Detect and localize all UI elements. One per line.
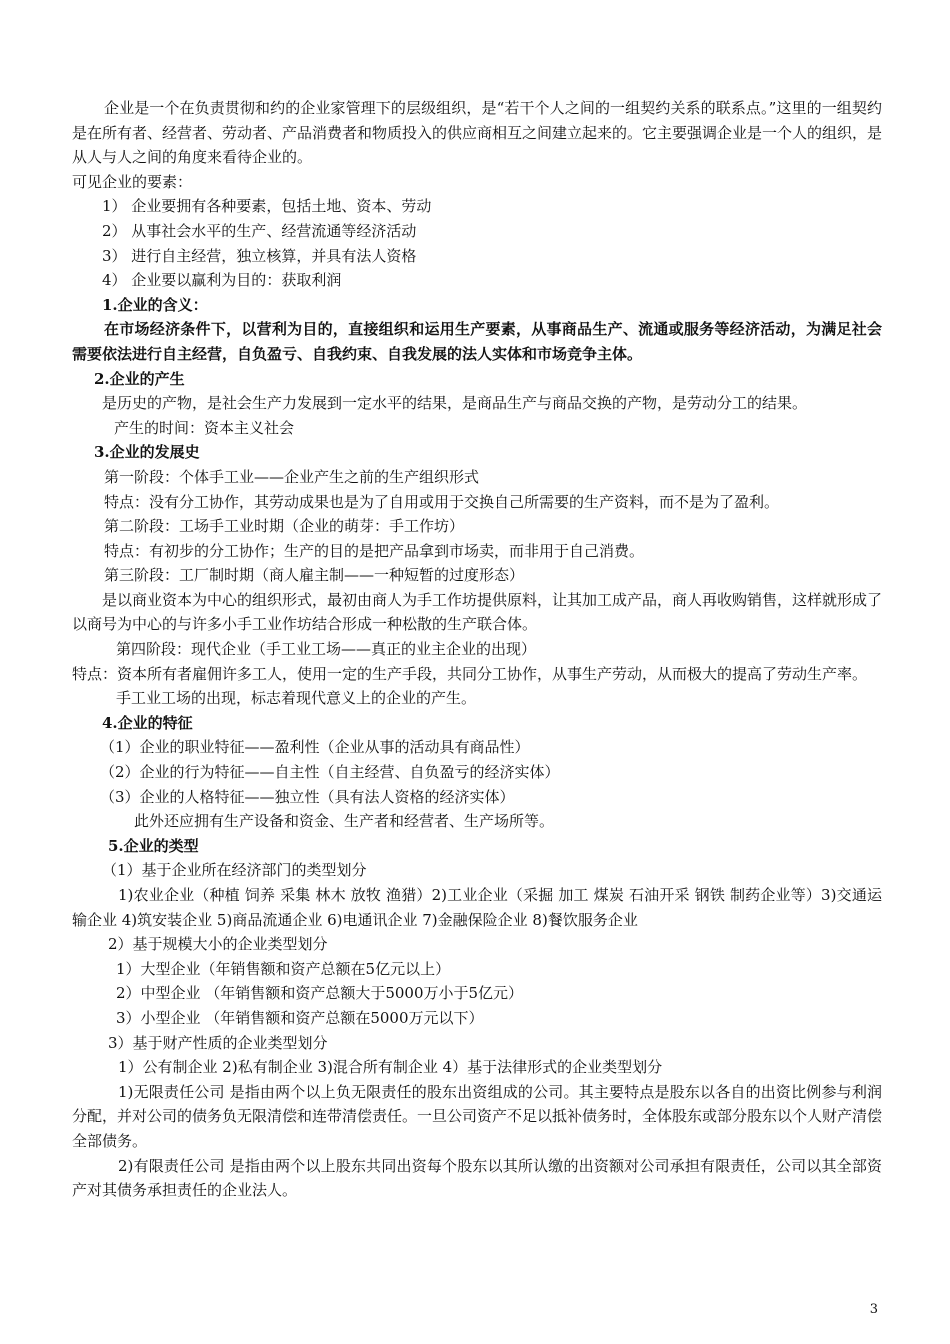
paragraph: 第二阶段：工场手工业时期（企业的萌芽：手工作坊） [104, 517, 465, 536]
paragraph: 特点：有初步的分工协作；生产的目的是把产品拿到市场卖，而非用于自己消费。 [104, 541, 645, 560]
paragraph: 1)农业企业（种植 饲养 采集 林木 放牧 渔猎）2)工业企业（采掘 加工 煤炭 石油开采 钢铁 制药企业等）3)交通运输企业 4)筑安装企业 5)商品流通企业 6)电通讯企业 7)金融保险企业 8)餐饮服务企业 [72, 886, 882, 929]
paragraph: 特点：没有分工协作，其劳动成果也是为了自用或用于交换自己所需要的生产资料，而不是为了盈利。 [104, 492, 780, 511]
paragraph: 2）基于规模大小的企业类型划分 [108, 935, 328, 954]
paragraph: 2）中型企业 （年销售额和资产总额大于5000万小于5亿元） [116, 984, 524, 1003]
page-number: 3 [869, 1302, 878, 1317]
paragraph: （1）基于企业所在经济部门的类型划分 [102, 861, 367, 880]
paragraph: 1） 企业要拥有各种要素，包括土地、资本、劳动 [102, 197, 432, 216]
paragraph: 3）基于财产性质的企业类型划分 [108, 1033, 328, 1052]
paragraph: 2） 从事社会水平的生产、经营流通等经济活动 [102, 221, 417, 240]
paragraph: 此外还应拥有生产设备和资金、生产者和经营者、生产场所等。 [134, 812, 555, 831]
paragraph: （2）企业的行为特征——自主性（自主经营、自负盈亏的经济实体） [100, 763, 560, 782]
paragraph: 手工业工场的出现，标志着现代意义上的企业的产生。 [116, 689, 477, 708]
paragraph: 特点：资本所有者雇佣许多工人，使用一定的生产手段，共同分工协作，从事生产劳动，从而极大的提高了劳动生产率。 [72, 664, 868, 683]
paragraph: 4） 企业要以赢利为目的：获取利润 [102, 271, 342, 290]
paragraph: （3）企业的人格特征——独立性（具有法人资格的经济实体） [100, 787, 515, 806]
paragraph: 第一阶段：个体手工业——企业产生之前的生产组织形式 [104, 467, 480, 486]
section-heading: 2.企业的产生 [94, 369, 185, 388]
paragraph: 产生的时间：资本主义社会 [114, 418, 295, 437]
paragraph: 3）小型企业 （年销售额和资产总额在5000万元以下） [116, 1008, 484, 1027]
paragraph: 第三阶段：工厂制时期（商人雇主制——一种短暂的过度形态） [104, 566, 525, 585]
paragraph: 3） 进行自主经营，独立核算，并具有法人资格 [102, 246, 417, 265]
paragraph: 1)无限责任公司 是指由两个以上负无限责任的股东出资组成的公司。其主要特点是股东以各自的出资比例参与利润分配，并对公司的债务负无限清偿和连带清偿责任。一旦公司资产不足以抵补债务时，全体股东或部分股东以个人财产清偿全部债务。 [72, 1082, 883, 1150]
section-heading: 1.企业的含义： [102, 295, 208, 314]
paragraph: 可见企业的要素： [72, 172, 193, 191]
section-heading: 4.企业的特征 [102, 713, 193, 732]
paragraph: 1）公有制企业 2)私有制企业 3)混合所有制企业 4）基于法律形式的企业类型划分 [118, 1058, 663, 1077]
paragraph: 是历史的产物，是社会生产力发展到一定水平的结果，是商品生产与商品交换的产物，是劳动分工的结果。 [102, 394, 808, 413]
paragraph: 第四阶段：现代企业（手工业工场——真正的业主企业的出现） [116, 640, 537, 659]
paragraph: 2)有限责任公司 是指由两个以上股东共同出资每个股东以其所认缴的出资额对公司承担有限责任，公司以其全部资产对其债务承担责任的企业法人。 [72, 1156, 882, 1200]
paragraph: 1）大型企业（年销售额和资产总额在5亿元以上） [116, 959, 451, 978]
section-heading: 3.企业的发展史 [94, 443, 200, 462]
paragraph: 企业是一个在负责贯彻和约的企业家管理下的层级组织，是“若干个人之间的一组契约关系的联系点。”这里的一组契约是在所有者、经营者、劳动者、产品消费者和物质投入的供应商相互之间建立起来的。它主要强调企业是一个人的组织，是从人与人之间的角度来看待企业的。 [72, 99, 883, 167]
section-heading: 在市场经济条件下，以营利为目的，直接组织和运用生产要素，从事商品生产、流通或服务等经济活动，为满足社会需要依法进行自主经营，自负盈亏、自我约束、自我发展的法人实体和市场竞争主体。 [72, 320, 882, 363]
paragraph: （1）企业的职业特征——盈利性（企业从事的活动具有商品性） [100, 738, 530, 757]
document-body [72, 96, 882, 1203]
section-heading: 5.企业的类型 [108, 836, 199, 855]
paragraph: 是以商业资本为中心的组织形式，最初由商人为手工作坊提供原料，让其加工成产品，商人再收购销售，这样就形成了以商号为中心的与许多小手工业作坊结合形成一种松散的生产联合体。 [72, 590, 883, 634]
